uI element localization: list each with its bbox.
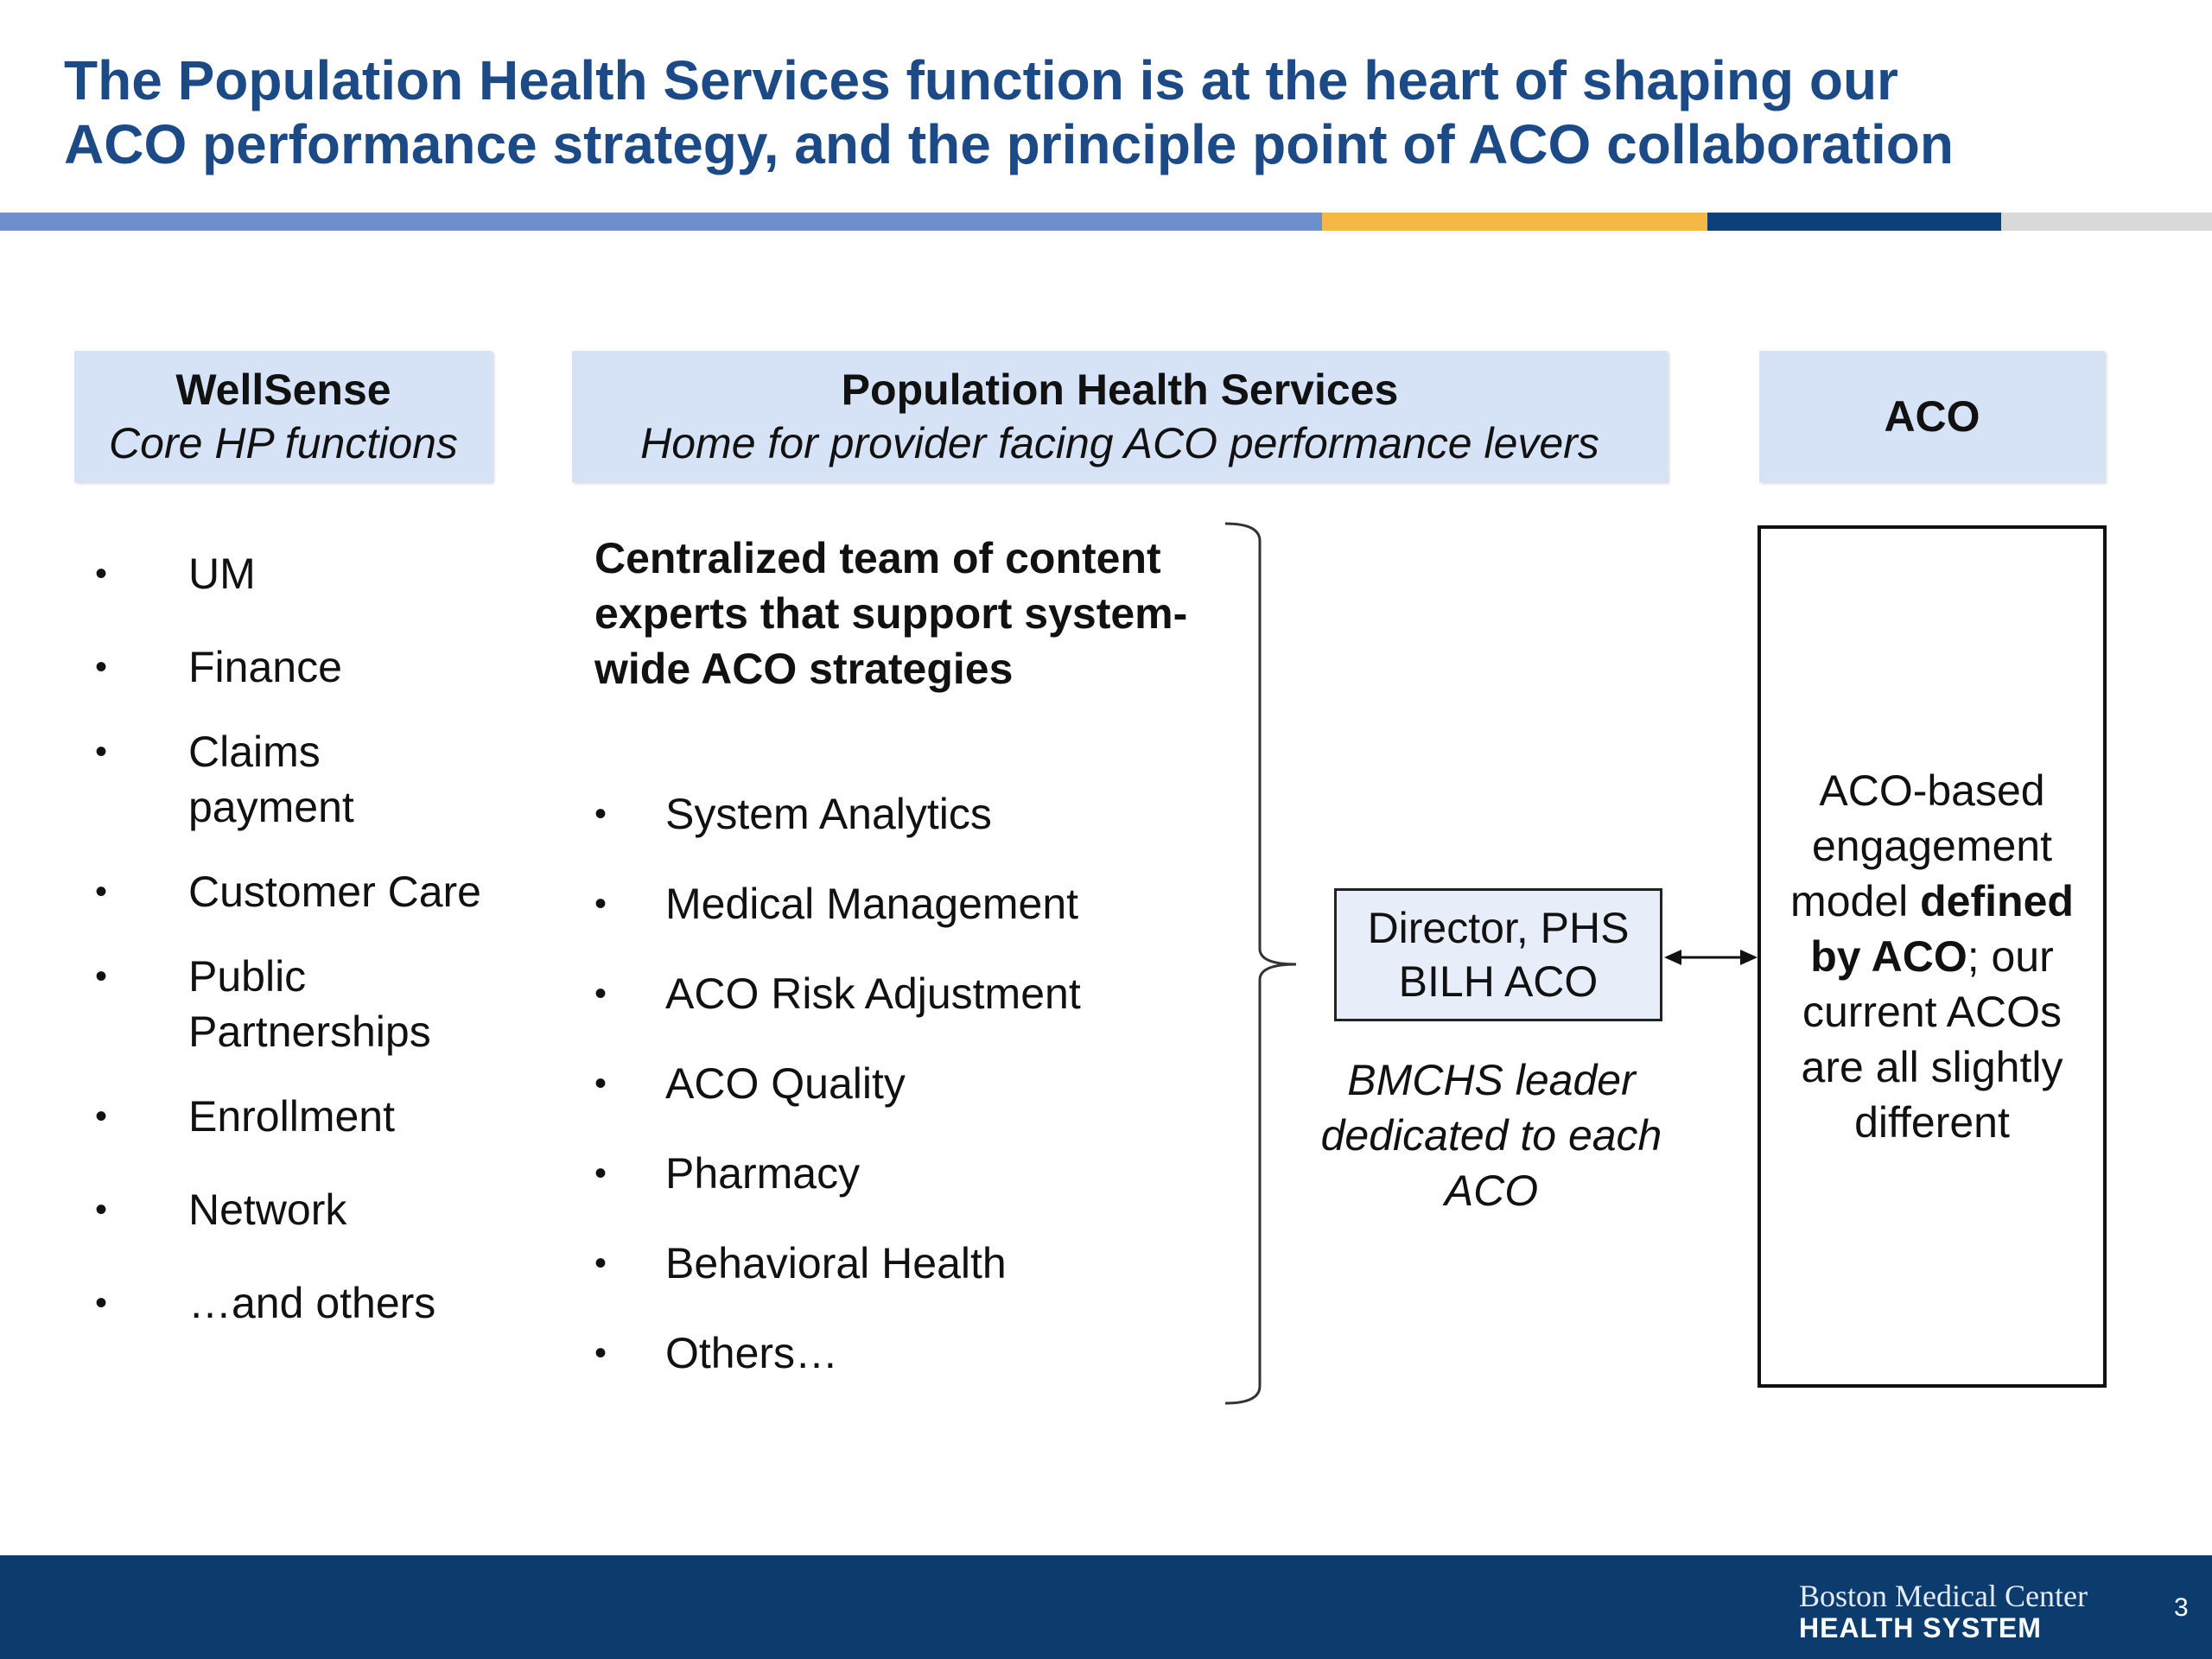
- director-title: Director, PHS: [1367, 904, 1630, 952]
- list-item-label: UM: [188, 550, 256, 598]
- bullet-icon: •: [95, 1097, 108, 1135]
- bullet-icon: •: [594, 1334, 607, 1372]
- list-item: [95, 1275, 562, 1360]
- wellsense-heading: WellSense: [175, 365, 391, 414]
- bullet-icon: •: [594, 1244, 607, 1282]
- title-rule-segment-gray: [2001, 213, 2212, 231]
- list-item-label: Public Partnerships: [188, 952, 431, 1056]
- list-item: [95, 1182, 562, 1275]
- aco-text-part-1: ACO-based engagement model: [1790, 766, 2052, 925]
- list-item-label: Medical Management: [665, 880, 1079, 928]
- logo-line-1: Boston Medical Center: [1799, 1579, 2088, 1613]
- list-item-label: Others…: [665, 1329, 839, 1377]
- list-item: [594, 1146, 1251, 1236]
- list-item-label: Network: [188, 1185, 347, 1234]
- aco-engagement-text: [1777, 763, 2088, 1150]
- list-item: [594, 966, 1251, 1056]
- bullet-icon: •: [95, 873, 108, 911]
- phs-lever-list: [594, 786, 1251, 1415]
- arrow-head-right-icon: [1740, 950, 1758, 965]
- list-item: [594, 1236, 1251, 1325]
- director-aco: BILH ACO: [1398, 957, 1599, 1006]
- bullet-icon: •: [95, 648, 108, 686]
- list-item-label: Claims payment: [188, 728, 354, 831]
- aco-engagement-box: [1758, 525, 2107, 1388]
- slide-title-line-1: The Population Health Services function is at the heart of shaping our: [64, 49, 1898, 111]
- list-item: [95, 864, 562, 949]
- wellsense-header: [74, 351, 493, 482]
- bullet-icon: •: [594, 1154, 607, 1192]
- aco-text-bold: defined by ACO: [1810, 877, 2074, 981]
- list-item-label: …and others: [188, 1279, 436, 1327]
- list-item: [594, 1056, 1251, 1146]
- wellsense-subheading: Core HP functions: [109, 419, 458, 467]
- director-caption: BMCHS leader dedicated to each ACO: [1320, 1056, 1662, 1215]
- list-item: [95, 949, 534, 1089]
- bullet-icon: •: [95, 957, 108, 995]
- list-item-label: Enrollment: [188, 1092, 395, 1141]
- aco-heading: ACO: [1884, 392, 1980, 441]
- list-item-label: Finance: [188, 643, 342, 691]
- list-item-label: Behavioral Health: [665, 1239, 1007, 1287]
- title-rule-segment-blue: [0, 213, 1322, 231]
- title-rule-segment-gold: [1322, 213, 1707, 231]
- bullet-icon: •: [594, 1065, 607, 1103]
- list-item: [594, 786, 1251, 876]
- phs-lead-text: Centralized team of content experts that support system-wide ACO strategies: [594, 534, 1188, 693]
- list-item: [95, 546, 562, 639]
- bullet-icon: •: [95, 555, 108, 593]
- bullet-icon: •: [594, 975, 607, 1013]
- wellsense-function-list: [95, 546, 562, 1360]
- bullet-icon: •: [95, 733, 108, 771]
- page-number: 3: [2174, 1593, 2189, 1622]
- phs-header: [572, 351, 1668, 482]
- list-item-label: Customer Care: [188, 868, 481, 916]
- title-rule-segment-navy: [1707, 213, 2001, 231]
- aco-header: [1759, 351, 2105, 482]
- bullet-icon: •: [594, 885, 607, 923]
- list-item-label: Pharmacy: [665, 1149, 861, 1198]
- bullet-icon: •: [95, 1284, 108, 1322]
- list-item: [95, 724, 404, 864]
- slide-title-line-2: ACO performance strategy, and the principle point of ACO collaboration: [64, 113, 1954, 175]
- list-item-label: ACO Risk Adjustment: [665, 969, 1081, 1018]
- bullet-icon: •: [95, 1191, 108, 1229]
- list-item: [594, 1325, 1251, 1415]
- director-box: [1334, 888, 1662, 1021]
- aco-text-part-2: ; our current ACOs are all slightly different: [1801, 932, 2063, 1147]
- list-item: [594, 876, 1251, 966]
- phs-subheading: Home for provider facing ACO performance levers: [640, 419, 1599, 467]
- slide-title: [64, 48, 2155, 176]
- arrow-head-left-icon: [1664, 950, 1681, 965]
- logo-line-2: HEALTH SYSTEM: [1799, 1612, 2042, 1643]
- list-item-label: System Analytics: [665, 790, 992, 838]
- list-item: [95, 639, 562, 724]
- bullet-icon: •: [594, 795, 607, 833]
- list-item-label: ACO Quality: [665, 1059, 906, 1108]
- list-item: [95, 1089, 562, 1182]
- phs-heading: Population Health Services: [841, 365, 1399, 414]
